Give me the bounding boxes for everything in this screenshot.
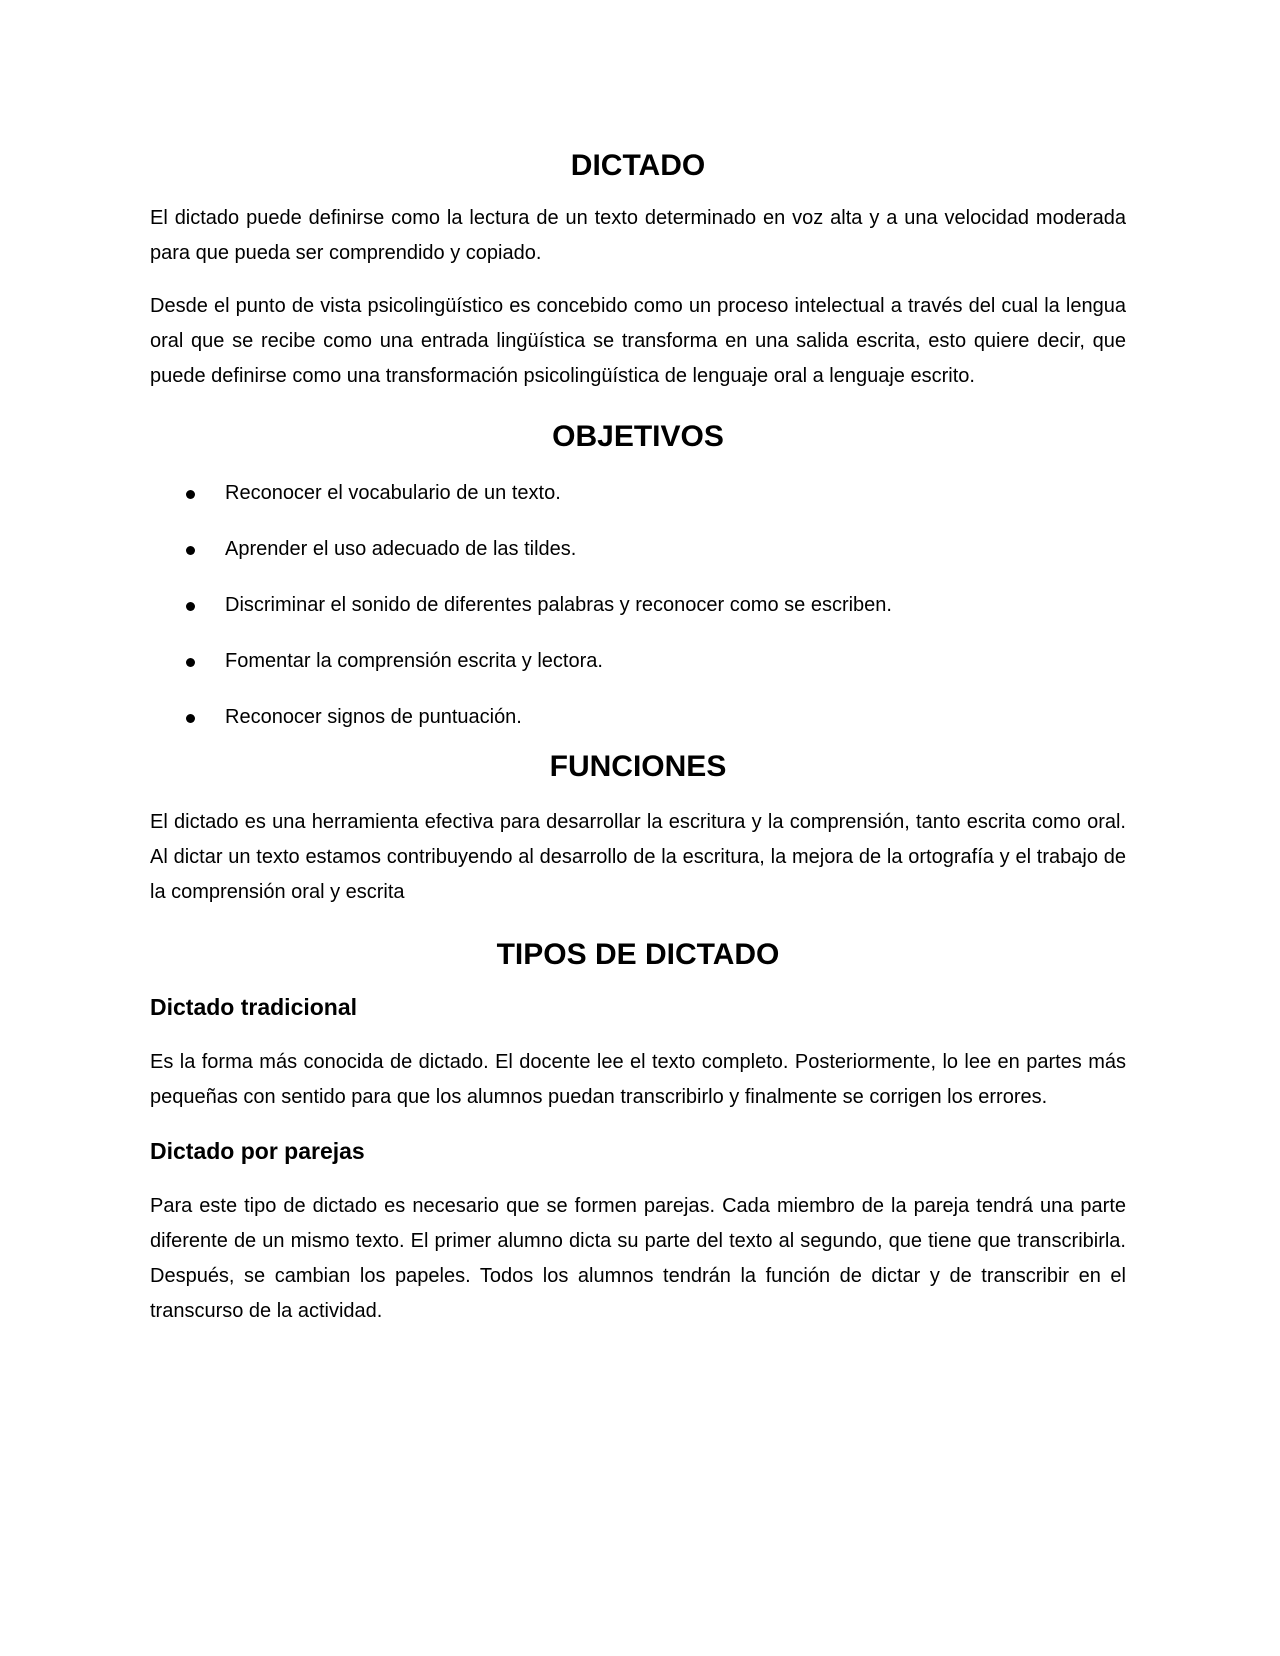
section-title-objetivos: OBJETIVOS	[552, 420, 724, 453]
list-item-text: Aprender el uso adecuado de las tildes.	[225, 538, 577, 560]
bullet-icon	[186, 658, 195, 667]
paragraph-parejas: Para este tipo de dictado es necesario que se formen parejas. Cada miembro de la pareja tendrá una parte diferente de un mismo texto. El primer alumno dicta su parte del texto al segundo, que tiene que transcribirla. Después, se cambian los papeles. Todos los alumnos tendrán la función de dictar y de transcribir en el transcurso de la actividad.	[150, 1194, 1126, 1322]
objectives-list	[150, 476, 1126, 735]
list-item-text: Fomentar la comprensión escrita y lectora.	[225, 650, 603, 672]
list-item	[150, 644, 1126, 679]
bullet-icon	[186, 714, 195, 723]
bullet-icon	[186, 602, 195, 611]
section-title-funciones: FUNCIONES	[549, 750, 727, 783]
list-item	[150, 532, 1126, 567]
list-item-text: Discriminar el sonido de diferentes palabras y reconocer como se escriben.	[225, 594, 892, 616]
section-title-dictado: DICTADO	[570, 149, 706, 182]
section-title-tipos: TIPOS DE DICTADO	[496, 938, 780, 971]
paragraph-tradicional: Es la forma más conocida de dictado. El docente lee el texto completo. Posteriormente, lo lee en partes más pequeñas con sentido para que los alumnos puedan transcribirlo y finalmente se corrigen los errores.	[150, 1050, 1126, 1108]
bullet-icon	[186, 490, 195, 499]
paragraph-dictado-psycholinguistic: Desde el punto de vista psicolingüístico es concebido como un proceso intelectual a través del cual la lengua oral que se recibe como una entrada lingüística se transforma en una salida escrita, esto quiere decir, que puede definirse como una transformación psicolingüística de lenguaje oral a lenguaje escrito.	[150, 295, 1126, 387]
bullet-icon	[186, 546, 195, 555]
list-item-text: Reconocer signos de puntuación.	[225, 706, 522, 728]
subsection-title-parejas: Dictado por parejas	[150, 1137, 365, 1164]
list-item	[150, 476, 1126, 511]
list-item	[150, 700, 1126, 735]
paragraph-funciones: El dictado es una herramienta efectiva para desarrollar la escritura y la comprensión, tanto escrita como oral. Al dictar un texto estamos contribuyendo al desarrollo de la escritura, la mejora de la ortografía y el trabajo de la comprensión oral y escrita	[150, 811, 1126, 903]
subsection-title-tradicional: Dictado tradicional	[150, 994, 358, 1020]
document-page	[150, 148, 1126, 1329]
list-item-text: Reconocer el vocabulario de un texto.	[225, 482, 561, 504]
paragraph-dictado-definition: El dictado puede definirse como la lectura de un texto determinado en voz alta y a una velocidad moderada para que pueda ser comprendido y copiado.	[150, 207, 1126, 264]
list-item	[150, 588, 1126, 623]
